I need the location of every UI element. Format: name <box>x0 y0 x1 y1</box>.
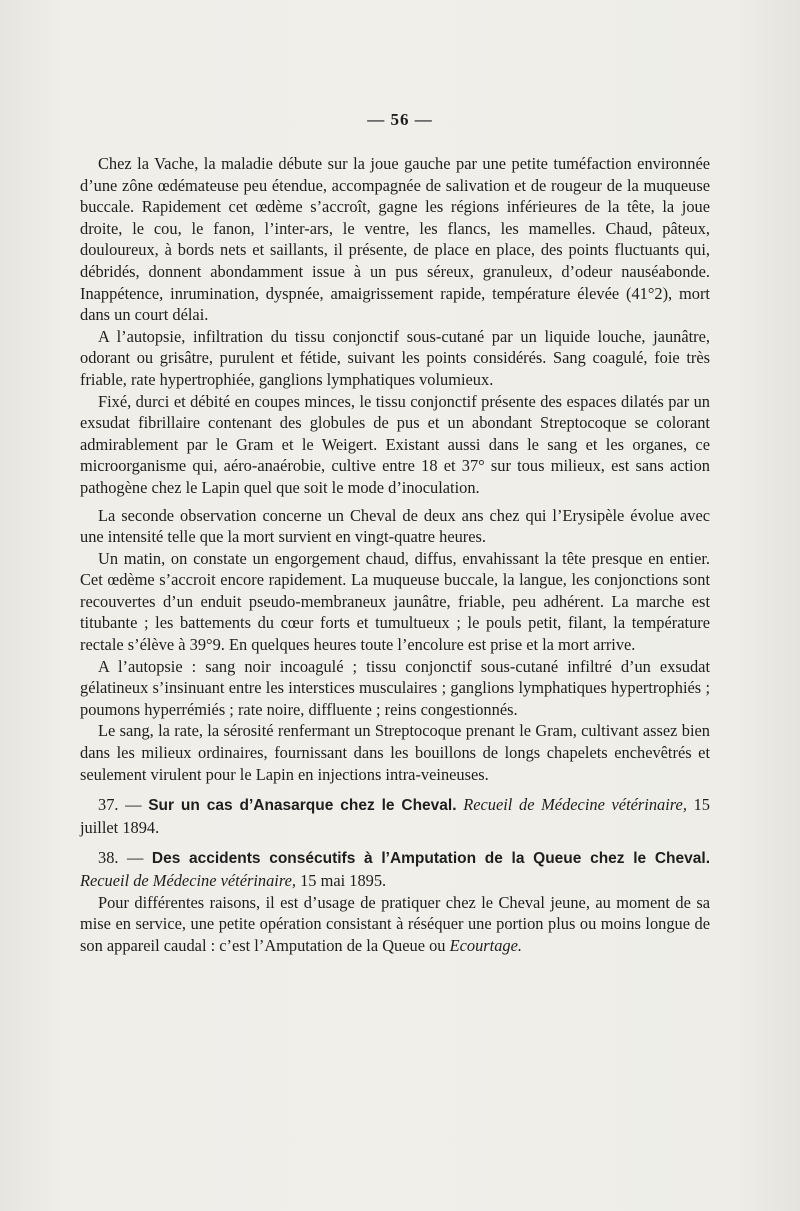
reference-38-title: Des accidents consécutifs à l’Amputation de la Queue chez le Cheval. <box>151 850 710 868</box>
reference-38-journal: Recueil de Médecine vétérinaire, <box>80 871 296 890</box>
paragraph-horse-observation: La seconde observation concerne un Cheval de deux ans chez qui l’Erysipèle évolue avec une intensité telle que la mort survient en vingt-quatre heures. <box>80 505 710 547</box>
paragraph-microscopy: Fixé, durci et débité en coupes minces, le tissu conjonctif présente des espaces dilatés par un exsudat fibrillaire contenant des globules de pus et un abondant Streptocoque se colorant admirablement par le Gram et le Weigert. Existant aussi dans le sang et les organes, ce microorganisme qui, aéro-anaérobie, cultive entre 18 et 37° sur tous milieux, est sans action pathogène chez le Lapin quel que soit le mode d’inoculation. <box>80 391 710 497</box>
paragraph-cow-disease: Chez la Vache, la maladie débute sur la joue gauche par une petite tuméfaction environnée d’une zône œdémateuse peu étendue, accompagnée de salivation et de rougeur de la muqueuse buccale. Rapidement cet œdème s’accroît, gagne les régions inférieures de la tête, la joue droite, le cou, le fanon, l’inter-ars, le ventre, les flancs, les mamelles. Chaud, pâteux, douloureux, à bords nets et saillants, il présente, de place en place, des points fluctuants qui, débridés, donnent abondamment issue à un pus séreux, granuleux, d’odeur nauséabonde. Inappétence, inrumination, dyspnée, amaigrissement rapide, température élevée (41°2), mort dans un court délai. <box>80 154 710 325</box>
paragraph-horse-symptoms: Un matin, on constate un engorgement chaud, diffus, envahissant la tête presque en entier. Cet œdème s’accroit encore rapidement. La muqueuse buccale, la langue, les conjonctions sont recouvertes d’un enduit pseudo-membraneux jaunâtre, friable, peu adhérent. La marche est titubante ; les battements du cœur forts et tumultueux ; le pouls petit, filant, la température rectale s’élève à 39°9. En quelques heures toute l’encolure est prise et la mort arrive. <box>80 548 710 655</box>
reference-37-number: 37. — <box>98 795 142 815</box>
reference-38-number: 38. — <box>98 848 144 868</box>
reference-38-date: 15 mai 1895. <box>300 871 387 890</box>
paragraph-amputation-term: Ecourtage. <box>449 935 522 955</box>
reference-37-journal: Recueil de Médecine vétérinaire, <box>463 795 687 815</box>
paragraph-amputation-text: Pour différentes raisons, il est d’usage de pratiquer chez le Cheval jeune, au moment de sa mise en service, une petite opération consistant à réséquer une portion plus ou moins longue de son appareil caudal : c’est l’Amputation de la Queue ou <box>80 892 710 955</box>
paragraph-autopsy-cow: A l’autopsie, infiltration du tissu conjonctif sous-cutané par un liquide louche, jaunâtre, odorant ou grisâtre, purulent et fétide, suivant les points considérés. Sang coagulé, foie très friable, rate hypertrophiée, ganglions lymphatiques volumieux. <box>80 326 710 389</box>
reference-37-date: 15 juillet 1894. <box>80 795 710 837</box>
paragraph-blood-culture: Le sang, la rate, la sérosité renfermant un Streptocoque prenant le Gram, cultivant assez bien dans les milieux ordinaires, fournissant dans les bouillons de longs chapelets enchevêtrés et seulement virulent pour le Lapin en injections intra-veineuses. <box>80 721 710 784</box>
reference-37-title: Sur un cas d’Anasarque chez le Cheval. <box>148 797 457 815</box>
paragraph-amputation <box>80 892 710 957</box>
reference-38 <box>80 847 710 891</box>
reference-37 <box>80 794 710 838</box>
body-text <box>80 153 710 956</box>
paragraph-autopsy-horse: A l’autopsie : sang noir incoagulé ; tissu conjonctif sous-cutané infiltré d’un exsudat gélatineux s’insinuant entre les interstices musculaires ; ganglions lymphatiques hypertrophiés ; poumons hyperrémiés ; rate noire, diffluente ; reins congestionnés. <box>80 656 710 719</box>
page-number: — 56 — <box>367 110 433 129</box>
